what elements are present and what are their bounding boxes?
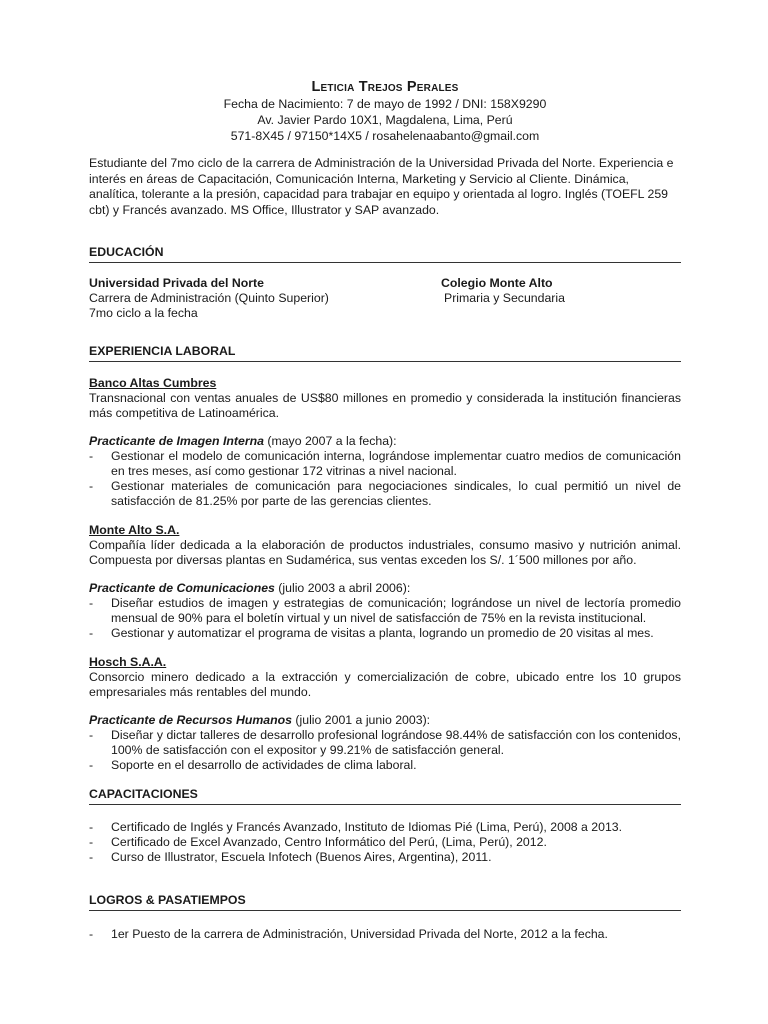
job-entry (89, 523, 681, 641)
school-name: Colegio Monte Alto (441, 276, 553, 290)
dash-marker: - (89, 835, 94, 849)
bullet-item: - Diseñar y dictar talleres de desarrollo profesional lográndose 98.44% de satisfacción con los contenidos, 100% de satisfacción con el expositor y 99.21% de satisfacción general. (89, 728, 681, 757)
dash-marker: - (89, 850, 94, 864)
training-item: - Certificado de Inglés y Francés Avanzado, Instituto de Idiomas Pié (Lima, Perú), 2008 a 2013. (89, 820, 623, 834)
dash-marker: - (89, 728, 94, 742)
training-item: - Curso de Illustrator, Escuela Infotech (Buenos Aires, Argentina), 2011. (89, 850, 492, 864)
role-bullets (89, 449, 681, 509)
achievements-list (89, 927, 681, 942)
job-entry (89, 655, 681, 773)
role-line (89, 713, 681, 728)
role-line (89, 434, 681, 449)
dash-marker: - (89, 449, 94, 463)
dash-marker: - (89, 626, 94, 640)
bullet-item: - Gestionar materiales de comunicación para negociaciones sindicales, lo cual permitió un nivel de satisfacción de 81.25% por parte de las gerencias clientes. (89, 479, 681, 508)
company-name: Monte Alto S.A. (89, 523, 180, 537)
company-description: Transnacional con ventas anuales de US$80 millones en promedio y considerada la institución financieras más competitiva de Latinoamérica. (89, 391, 681, 420)
experience-section-title: EXPERIENCIA LABORAL (89, 344, 681, 362)
dash-marker: - (89, 820, 94, 834)
job-entry (89, 376, 681, 509)
contact-line: 571-8X45 / 97150*14X5 / rosahelenaabanto@gmail.com (230, 129, 540, 143)
role-period: (julio 2003 a abril 2006): (274, 581, 411, 595)
company-name: Hosch S.A.A. (89, 655, 167, 669)
company-description: Consorcio minero dedicado a la extracción y comercialización de cobre, ubicado entre los 10 grupos empresariales más rentables del mundo. (89, 670, 681, 699)
profile-summary: Estudiante del 7mo ciclo de la carrera de Administración de la Universidad Privada del Norte. Experiencia e interés en áreas de Capacitación, Comunicación Interna, Marketing y Servicio al Cliente. Dinámica, analítica, tolerante a la presión, capacidad para trabajar en equipo y orientada al logro. Inglés (TOEFL 259 cbt) y Francés avanzado. MS Office, Illustrator y SAP avanzado. (89, 156, 674, 217)
university-status: 7mo ciclo a la fecha (89, 306, 198, 320)
training-item: - Certificado de Excel Avanzado, Centro Informático del Perú, (Lima, Perú), 2012. (89, 835, 547, 849)
dash-marker: - (89, 596, 94, 610)
role-period: (julio 2001 a junio 2003): (291, 713, 431, 727)
dash-marker: - (89, 927, 94, 941)
bullet-item: - Gestionar y automatizar el programa de visitas a planta, logrando un promedio de 20 visitas al mes. (89, 626, 654, 640)
role-title: Practicante de Imagen Interna (89, 434, 264, 448)
trainings-list (89, 820, 681, 865)
company-description: Compañía líder dedicada a la elaboración de productos industriales, consumo masivo y nutrición animal. Compuesta por diversas plantas en Sudamérica, sus ventas exceden los S/. 1´500 millones por año. (89, 538, 681, 567)
resume-page (89, 78, 681, 942)
bullet-item: - Soporte en el desarrollo de actividades de clima laboral. (89, 758, 417, 772)
education-university (89, 276, 441, 321)
role-title: Practicante de Recursos Humanos (89, 713, 292, 727)
bullet-item: - Gestionar el modelo de comunicación interna, lográndose implementar cuatro medios de comunicación en tres meses, así como gestionar 172 vitrinas a nivel nacional. (89, 449, 681, 478)
dash-marker: - (89, 479, 94, 493)
education-school (441, 276, 565, 321)
education-columns (89, 276, 681, 321)
dash-marker: - (89, 758, 94, 772)
candidate-name: Leticia Trejos Perales (311, 79, 459, 95)
bullet-item: - Diseñar estudios de imagen y estrategias de comunicación; lográndose un nivel de lectoría promedio mensual de 90% para el boletín virtual y un nivel de satisfacción de 75% en la revista institucional. (89, 596, 681, 625)
education-section-title: EDUCACIÓN (89, 245, 681, 263)
address-line: Av. Javier Pardo 10X1, Magdalena, Lima, Perú (257, 113, 513, 127)
resume-header (89, 78, 681, 144)
school-levels: Primaria y Secundaria (444, 291, 565, 305)
achievements-section-title: LOGROS & PASATIEMPOS (89, 893, 681, 911)
role-title: Practicante de Comunicaciones (89, 581, 275, 595)
company-name: Banco Altas Cumbres (89, 376, 217, 390)
role-line (89, 581, 681, 596)
trainings-section-title: CAPACITACIONES (89, 787, 681, 805)
role-period: (mayo 2007 a la fecha): (263, 434, 397, 448)
achievement-item: - 1er Puesto de la carrera de Administración, Universidad Privada del Norte, 2012 a la fecha. (89, 927, 608, 941)
university-program: Carrera de Administración (Quinto Superior) (89, 291, 329, 305)
role-bullets (89, 728, 681, 773)
university-name: Universidad Privada del Norte (89, 276, 264, 290)
role-bullets (89, 596, 681, 641)
birth-and-id-line: Fecha de Nacimiento: 7 de mayo de 1992 / DNI: 158X9290 (223, 97, 547, 111)
